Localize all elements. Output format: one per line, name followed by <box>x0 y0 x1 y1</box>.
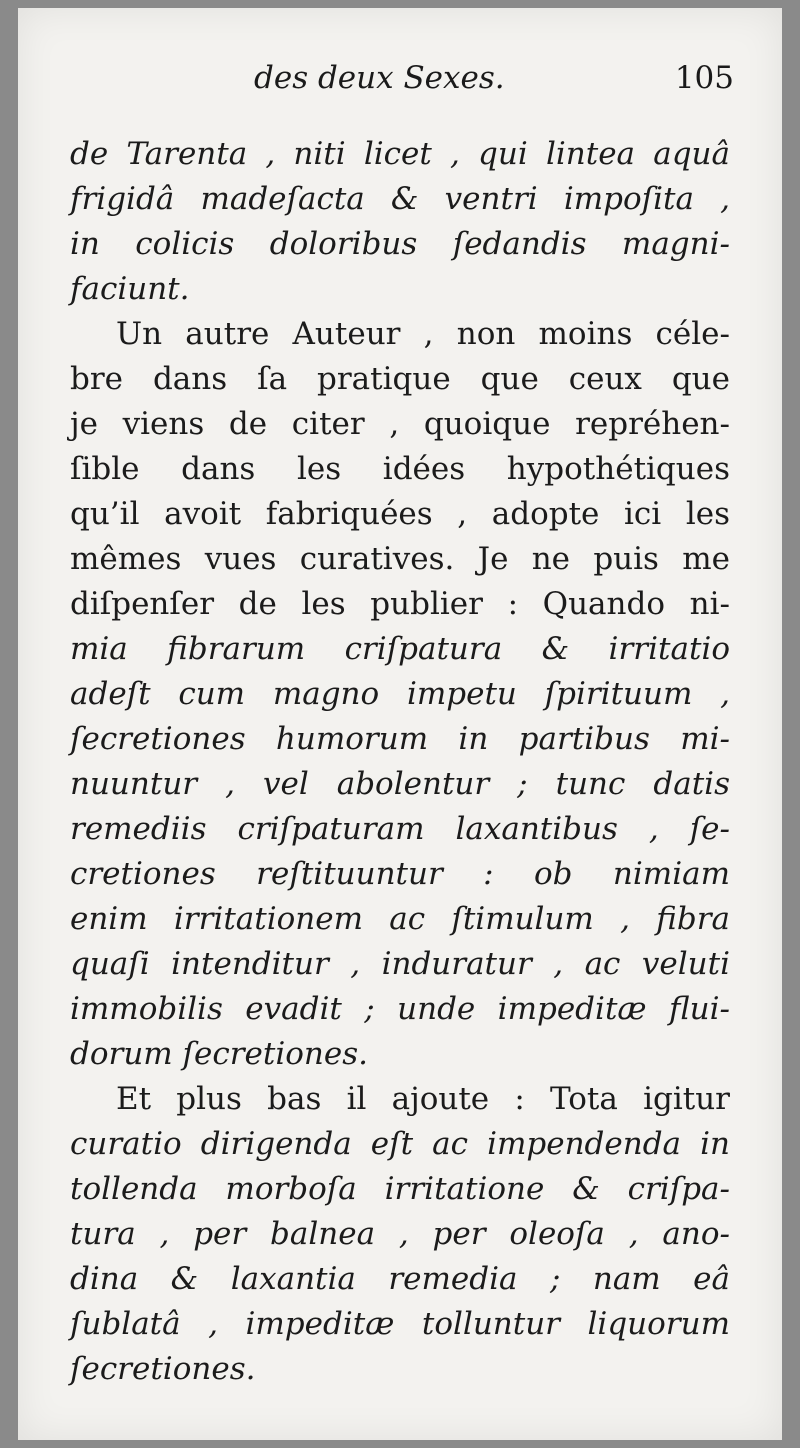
page-body <box>70 132 730 1392</box>
text-line: enim irritationem ac ſtimulum , fibra <box>70 901 730 937</box>
text-line: de Tarenta , niti licet , qui lintea aquâ <box>70 136 730 172</box>
text-line: je viens de citer , quoique repréhen- <box>70 406 730 442</box>
text-line: ſublatâ , impeditæ tolluntur liquorum <box>70 1306 730 1342</box>
text-line: remediis criſpaturam laxantibus , ſe- <box>70 811 730 847</box>
paragraph <box>70 312 730 1077</box>
page-number: 105 <box>674 60 734 96</box>
text-line: tura , per balnea , per oleoſa , ano- <box>70 1216 730 1252</box>
text-line: immobilis evadit ; unde impeditæ flui- <box>70 991 730 1027</box>
text-line: cretiones reſtituuntur : ob nimiam <box>70 856 730 892</box>
text-line: ſecretiones. <box>70 1351 256 1387</box>
text-line: nuuntur , vel abolentur ; tunc datis <box>70 766 730 802</box>
text-line: ſecretiones humorum in partibus mi- <box>70 721 730 757</box>
text-line: diſpenſer de les publier : Quando ni- <box>70 586 730 622</box>
text-line: dina & laxantia remedia ; nam eâ <box>70 1261 730 1297</box>
text-line: in colicis doloribus ſedandis magni- <box>70 226 730 262</box>
text-line: Et plus bas il ajoute : Tota igitur <box>116 1081 730 1117</box>
text-line: mêmes vues curatives. Je ne puis me <box>70 541 730 577</box>
text-line: faciunt. <box>70 271 190 307</box>
text-line: adeſt cum magno impetu ſpirituum , <box>70 676 730 712</box>
book-page <box>18 8 782 1440</box>
text-line: tollenda morboſa irritatione & criſpa- <box>70 1171 730 1207</box>
paragraph <box>70 132 730 312</box>
text-line: curatio dirigenda eſt ac impendenda in <box>70 1126 730 1162</box>
page-header <box>18 60 782 110</box>
text-line: quaſi intenditur , induratur , ac veluti <box>70 946 730 982</box>
text-line: dorum ſecretiones. <box>70 1036 368 1072</box>
text-line: qu’il avoit fabriquées , adopte ici les <box>70 496 730 532</box>
text-line: bre dans ſa pratique que ceux que <box>70 361 730 397</box>
paragraph <box>70 1077 730 1392</box>
text-line: frigidâ madeſacta & ventri impoſita , <box>70 181 730 217</box>
text-line: mia fibrarum criſpatura & irritatio <box>70 631 730 667</box>
running-head: des deux Sexes. <box>254 60 505 96</box>
text-line: Un autre Auteur , non moins céle- <box>116 316 730 352</box>
text-line: ſible dans les idées hypothétiques <box>70 451 730 487</box>
